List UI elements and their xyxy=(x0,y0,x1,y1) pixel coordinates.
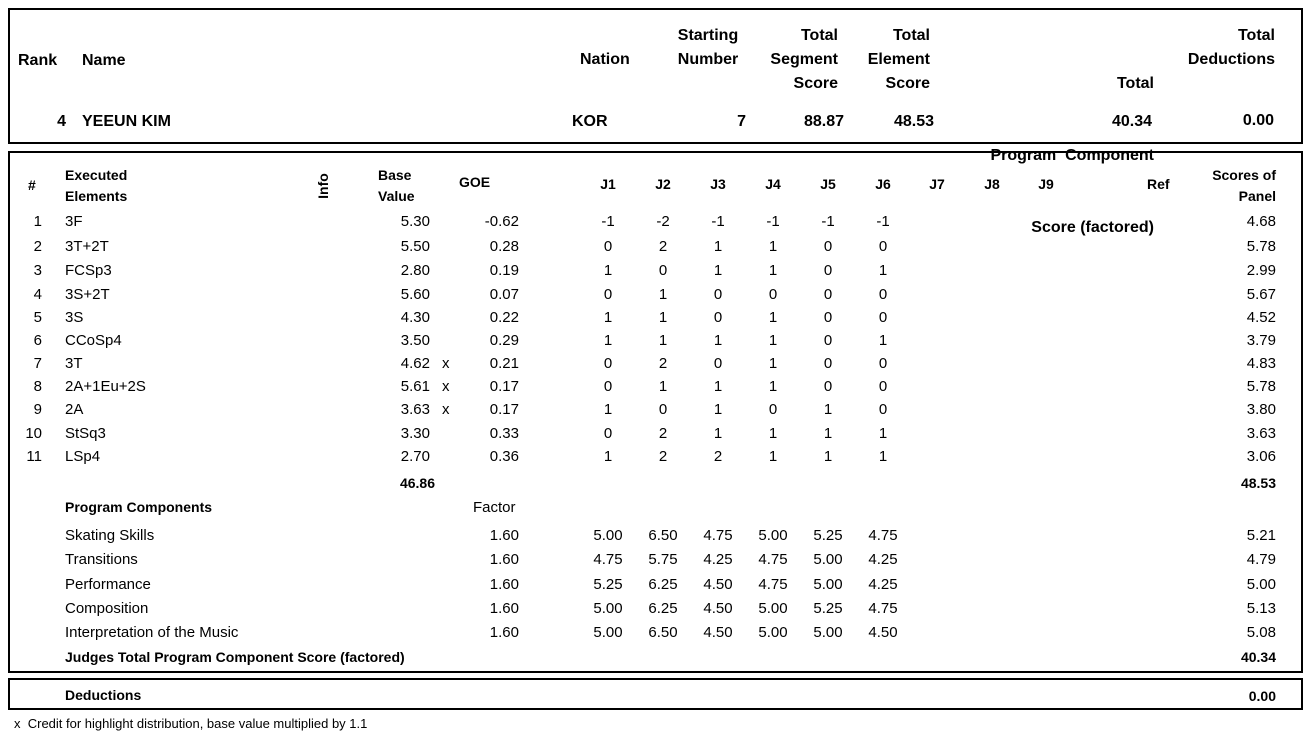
program-components-title: Program Components xyxy=(65,499,213,515)
element-judge-score-j2: 1 xyxy=(658,378,668,395)
base-value-total: 46.86 xyxy=(399,475,435,491)
element-base-value: 3.30 xyxy=(400,425,430,442)
element-judge-score-j1: 1 xyxy=(603,448,613,465)
element-goe: 0.22 xyxy=(489,309,519,326)
element-judge-score-j3: 1 xyxy=(713,332,723,349)
element-judge-score-j6: -1 xyxy=(876,213,890,230)
factor-header: Factor xyxy=(473,499,516,516)
tss-line2: Segment xyxy=(770,51,838,68)
element-judge-score-j3: -1 xyxy=(711,213,725,230)
element-judge-score-j1: 0 xyxy=(603,286,613,303)
element-judge-score-j6: 1 xyxy=(878,425,888,442)
component-judge-score-j2: 6.25 xyxy=(648,600,678,617)
element-code: 3T xyxy=(65,355,83,372)
element-judge-score-j4: 1 xyxy=(768,355,778,372)
pcs-line3: Score (factored) xyxy=(1031,219,1154,236)
element-base-value: 5.60 xyxy=(400,286,430,303)
component-judge-score-j5: 5.25 xyxy=(813,527,843,544)
component-judge-score-j4: 5.00 xyxy=(758,624,788,641)
element-judge-score-j1: 0 xyxy=(603,355,613,372)
component-judge-score-j4: 4.75 xyxy=(758,576,788,593)
element-judge-score-j1: 1 xyxy=(603,332,613,349)
element-judge-score-j5: 0 xyxy=(823,262,833,279)
deductions-label: Deductions xyxy=(65,687,142,703)
component-judge-score-j3: 4.50 xyxy=(703,576,733,593)
component-judge-score-j6: 4.25 xyxy=(868,551,898,568)
element-judge-score-j1: -1 xyxy=(601,213,615,230)
base-line1: Base xyxy=(378,167,412,183)
col-goe-header: GOE xyxy=(459,174,491,190)
panel-line2: Panel xyxy=(1238,188,1276,204)
col-deductions-header xyxy=(1160,24,1275,72)
element-judge-score-j5: 0 xyxy=(823,309,833,326)
element-panel-score: 3.80 xyxy=(1246,401,1276,418)
component-judge-score-j1: 5.00 xyxy=(593,600,623,617)
element-goe: 0.17 xyxy=(489,401,519,418)
element-code: 3F xyxy=(65,213,83,230)
component-name: Composition xyxy=(65,600,149,617)
element-num: 8 xyxy=(33,378,42,395)
element-judge-score-j1: 0 xyxy=(603,425,613,442)
element-base-value: 5.61 xyxy=(400,378,430,395)
component-judge-score-j3: 4.25 xyxy=(703,551,733,568)
col-info-header: Info xyxy=(315,173,331,199)
element-base-value: 2.80 xyxy=(400,262,430,279)
element-num: 2 xyxy=(33,238,42,255)
component-panel-score: 5.13 xyxy=(1246,600,1276,617)
element-judge-score-j3: 2 xyxy=(713,448,723,465)
component-judge-score-j6: 4.75 xyxy=(868,527,898,544)
element-num: 1 xyxy=(33,213,42,230)
element-judge-score-j3: 1 xyxy=(713,238,723,255)
element-judge-score-j6: 0 xyxy=(878,355,888,372)
element-judge-score-j6: 0 xyxy=(878,286,888,303)
element-judge-score-j2: 2 xyxy=(658,355,668,372)
component-judge-score-j3: 4.75 xyxy=(703,527,733,544)
col-base-header xyxy=(378,165,415,207)
element-num: 9 xyxy=(33,401,42,418)
element-judge-score-j5: 1 xyxy=(823,401,833,418)
col-ref-header: Ref xyxy=(1147,176,1170,192)
element-judge-score-j5: 0 xyxy=(823,355,833,372)
col-rank-header: Rank xyxy=(18,52,58,69)
judge-header-6: J6 xyxy=(875,176,891,192)
element-judge-score-j3: 0 xyxy=(713,309,723,326)
component-judge-score-j5: 5.00 xyxy=(813,576,843,593)
element-judge-score-j2: -2 xyxy=(656,213,670,230)
component-judge-score-j1: 4.75 xyxy=(593,551,623,568)
component-judge-score-j2: 6.50 xyxy=(648,624,678,641)
element-judge-score-j3: 0 xyxy=(713,355,723,372)
element-judge-score-j1: 0 xyxy=(603,378,613,395)
col-nation-header: Nation xyxy=(580,51,630,68)
component-judge-score-j2: 5.75 xyxy=(648,551,678,568)
col-tes-header xyxy=(840,24,930,96)
col-panel-header xyxy=(1180,165,1276,207)
element-judge-score-j6: 0 xyxy=(878,401,888,418)
skater-rank: 4 xyxy=(57,113,66,130)
element-num: 7 xyxy=(33,355,42,372)
element-judge-score-j3: 1 xyxy=(713,401,723,418)
ded-line1: Total xyxy=(1237,27,1275,44)
element-judge-score-j6: 0 xyxy=(878,378,888,395)
element-judge-score-j4: 1 xyxy=(768,309,778,326)
component-judge-score-j4: 5.00 xyxy=(758,600,788,617)
panel-element-total: 48.53 xyxy=(1240,475,1276,491)
component-judge-score-j2: 6.50 xyxy=(648,527,678,544)
component-name: Skating Skills xyxy=(65,527,155,544)
element-goe: 0.17 xyxy=(489,378,519,395)
element-judge-score-j5: -1 xyxy=(821,213,835,230)
component-judge-score-j4: 5.00 xyxy=(758,527,788,544)
element-code: 2A+1Eu+2S xyxy=(65,378,146,395)
judge-header-3: J3 xyxy=(710,176,726,192)
judge-header-2: J2 xyxy=(655,176,671,192)
element-judge-score-j4: 1 xyxy=(768,378,778,395)
judge-header-8: J8 xyxy=(984,176,1000,192)
component-judge-score-j6: 4.75 xyxy=(868,600,898,617)
element-code: 2A xyxy=(65,401,84,418)
col-name-header: Name xyxy=(82,52,126,69)
element-judge-score-j3: 1 xyxy=(713,378,723,395)
element-code: 3S+2T xyxy=(65,286,110,303)
ded-line2: Deductions xyxy=(1187,51,1275,68)
element-judge-score-j4: -1 xyxy=(766,213,780,230)
element-judge-score-j3: 1 xyxy=(713,425,723,442)
skater-starting-number: 7 xyxy=(737,113,746,130)
element-judge-score-j4: 1 xyxy=(768,425,778,442)
component-judge-score-j3: 4.50 xyxy=(703,600,733,617)
component-judge-score-j2: 6.25 xyxy=(648,576,678,593)
component-judge-score-j5: 5.25 xyxy=(813,600,843,617)
component-judge-score-j3: 4.50 xyxy=(703,624,733,641)
element-num: 11 xyxy=(26,448,42,465)
element-judge-score-j2: 2 xyxy=(658,238,668,255)
pcs-line1: Total xyxy=(1116,75,1154,92)
element-panel-score: 2.99 xyxy=(1246,262,1276,279)
element-judge-score-j3: 1 xyxy=(713,262,723,279)
component-judge-score-j6: 4.50 xyxy=(868,624,898,641)
element-judge-score-j2: 0 xyxy=(658,262,668,279)
element-judge-score-j3: 0 xyxy=(713,286,723,303)
elements-line2: Elements xyxy=(65,188,128,204)
tes-line3: Score xyxy=(885,75,930,92)
element-code: CCoSp4 xyxy=(65,332,122,349)
component-judge-score-j1: 5.00 xyxy=(593,624,623,641)
element-judge-score-j5: 0 xyxy=(823,238,833,255)
element-judge-score-j5: 1 xyxy=(823,448,833,465)
element-code: StSq3 xyxy=(65,425,106,442)
element-goe: 0.21 xyxy=(489,355,519,372)
element-goe: -0.62 xyxy=(484,213,519,230)
elements-line1: Executed xyxy=(65,167,128,183)
tss-line1: Total xyxy=(800,27,838,44)
element-base-value: 4.30 xyxy=(400,309,430,326)
component-factor: 1.60 xyxy=(489,624,519,641)
tes-line2: Element xyxy=(867,51,930,68)
element-code: 3T+2T xyxy=(65,238,109,255)
component-factor: 1.60 xyxy=(489,527,519,544)
element-panel-score: 3.63 xyxy=(1246,425,1276,442)
pcs-total-label: Judges Total Program Component Score (factored) xyxy=(65,649,405,665)
element-judge-score-j5: 0 xyxy=(823,286,833,303)
tss-line3: Score xyxy=(793,75,838,92)
element-judge-score-j4: 1 xyxy=(768,238,778,255)
judge-header-1: J1 xyxy=(600,176,616,192)
element-base-value: 2.70 xyxy=(400,448,430,465)
element-info: x xyxy=(442,378,450,395)
element-judge-score-j5: 0 xyxy=(823,332,833,349)
element-goe: 0.28 xyxy=(489,238,519,255)
element-judge-score-j1: 0 xyxy=(603,238,613,255)
element-panel-score: 4.52 xyxy=(1246,309,1276,326)
component-judge-score-j1: 5.25 xyxy=(593,576,623,593)
starting-line1: Starting xyxy=(677,27,739,44)
component-judge-score-j4: 4.75 xyxy=(758,551,788,568)
element-judge-score-j2: 1 xyxy=(658,332,668,349)
element-num: 4 xyxy=(33,286,42,303)
element-judge-score-j6: 1 xyxy=(878,448,888,465)
element-panel-score: 5.78 xyxy=(1246,238,1276,255)
element-judge-score-j6: 1 xyxy=(878,262,888,279)
starting-line2: Number xyxy=(677,51,739,68)
pcs-total-value: 40.34 xyxy=(1240,649,1276,665)
element-panel-score: 3.79 xyxy=(1246,332,1276,349)
element-panel-score: 4.83 xyxy=(1246,355,1276,372)
component-judge-score-j5: 5.00 xyxy=(813,624,843,641)
element-base-value: 5.50 xyxy=(400,238,430,255)
element-judge-score-j4: 1 xyxy=(768,448,778,465)
element-judge-score-j1: 1 xyxy=(603,309,613,326)
element-num: 5 xyxy=(33,309,42,326)
component-name: Transitions xyxy=(65,551,138,568)
element-judge-score-j2: 0 xyxy=(658,401,668,418)
skater-name: YEEUN KIM xyxy=(82,113,171,130)
element-base-value: 4.62 xyxy=(400,355,430,372)
component-panel-score: 5.21 xyxy=(1246,527,1276,544)
element-goe: 0.19 xyxy=(489,262,519,279)
judge-header-5: J5 xyxy=(820,176,836,192)
element-judge-score-j2: 2 xyxy=(658,448,668,465)
skater-total-segment-score: 88.87 xyxy=(803,113,844,130)
base-line2: Value xyxy=(378,188,415,204)
component-factor: 1.60 xyxy=(489,576,519,593)
element-judge-score-j4: 0 xyxy=(768,401,778,418)
element-judge-score-j5: 0 xyxy=(823,378,833,395)
skater-nation: KOR xyxy=(572,113,608,130)
element-goe: 0.07 xyxy=(489,286,519,303)
element-num: 3 xyxy=(33,262,42,279)
element-info: x xyxy=(442,401,450,418)
judge-header-4: J4 xyxy=(765,176,781,192)
skater-total-pcs: 40.34 xyxy=(1111,113,1152,130)
element-judge-score-j6: 0 xyxy=(878,309,888,326)
element-goe: 0.36 xyxy=(489,448,519,465)
element-num: 10 xyxy=(25,425,42,442)
element-base-value: 3.63 xyxy=(400,401,430,418)
skater-total-element-score: 48.53 xyxy=(893,113,934,130)
col-num-header: # xyxy=(28,177,36,193)
element-judge-score-j6: 0 xyxy=(878,238,888,255)
component-panel-score: 4.79 xyxy=(1246,551,1276,568)
col-tss-header xyxy=(740,24,838,96)
judge-header-7: J7 xyxy=(929,176,945,192)
element-judge-score-j4: 1 xyxy=(768,262,778,279)
skater-total-deductions: 0.00 xyxy=(1242,112,1274,129)
component-factor: 1.60 xyxy=(489,551,519,568)
component-judge-score-j1: 5.00 xyxy=(593,527,623,544)
component-judge-score-j6: 4.25 xyxy=(868,576,898,593)
element-panel-score: 5.67 xyxy=(1246,286,1276,303)
element-goe: 0.33 xyxy=(489,425,519,442)
component-name: Performance xyxy=(65,576,151,593)
element-code: FCSp3 xyxy=(65,262,112,279)
element-judge-score-j6: 1 xyxy=(878,332,888,349)
element-panel-score: 5.78 xyxy=(1246,378,1276,395)
component-factor: 1.60 xyxy=(489,600,519,617)
element-judge-score-j2: 1 xyxy=(658,309,668,326)
element-code: LSp4 xyxy=(65,448,101,465)
component-name: Interpretation of the Music xyxy=(65,624,239,641)
deductions-box xyxy=(8,678,1303,710)
element-num: 6 xyxy=(33,332,42,349)
element-base-value: 3.50 xyxy=(400,332,430,349)
element-judge-score-j1: 1 xyxy=(603,262,613,279)
element-judge-score-j4: 1 xyxy=(768,332,778,349)
element-judge-score-j2: 1 xyxy=(658,286,668,303)
element-judge-score-j5: 1 xyxy=(823,425,833,442)
component-panel-score: 5.00 xyxy=(1246,576,1276,593)
judge-header-9: J9 xyxy=(1038,176,1054,192)
element-panel-score: 3.06 xyxy=(1246,448,1276,465)
component-panel-score: 5.08 xyxy=(1246,624,1276,641)
element-info: x xyxy=(442,355,450,372)
component-judge-score-j5: 5.00 xyxy=(813,551,843,568)
deductions-value: 0.00 xyxy=(1248,688,1276,704)
tes-line1: Total xyxy=(892,27,930,44)
element-judge-score-j4: 0 xyxy=(768,286,778,303)
element-base-value: 5.30 xyxy=(400,213,430,230)
pcs-line2: Program Component xyxy=(990,147,1154,164)
footnote: x Credit for highlight distribution, base value multiplied by 1.1 xyxy=(14,716,368,731)
element-code: 3S xyxy=(65,309,84,326)
element-panel-score: 4.68 xyxy=(1246,213,1276,230)
col-elements-header xyxy=(65,165,127,207)
element-goe: 0.29 xyxy=(489,332,519,349)
element-judge-score-j2: 2 xyxy=(658,425,668,442)
panel-line1: Scores of xyxy=(1212,167,1276,183)
element-judge-score-j1: 1 xyxy=(603,401,613,418)
